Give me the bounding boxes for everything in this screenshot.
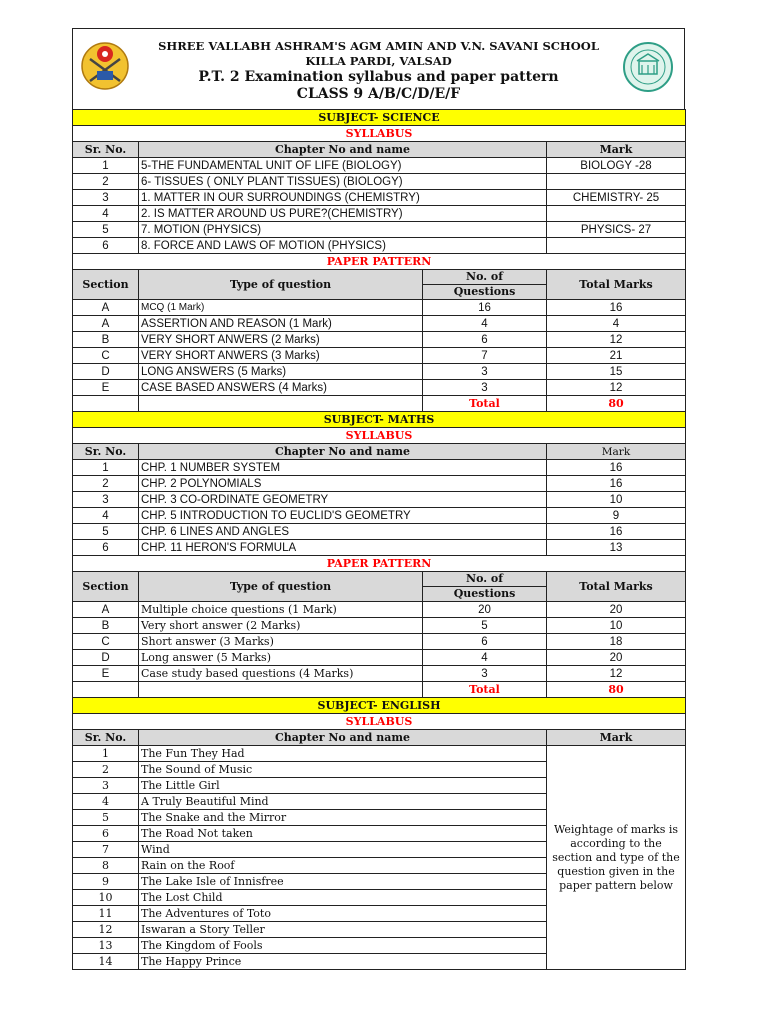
total-row [73,682,686,698]
school-name: SHREE VALLABH ASHRAM'S AGM AMIN AND V.N. SAVANI SCHOOL [158,39,599,53]
section-letter: B [73,618,139,634]
sr-no: 12 [73,922,139,938]
science-syllabus-label: SYLLABUS [73,126,686,142]
table-row [73,332,686,348]
question-count: 3 [423,380,547,396]
total-marks: 20 [547,650,686,666]
maths-subject-banner: SUBJECT- MATHS [73,412,686,428]
sr-no: 5 [73,524,139,540]
table-row [73,174,686,190]
total-marks: 21 [547,348,686,364]
chapter-mark [547,238,686,254]
sr-no-header: Sr. No. [73,730,139,746]
table-row [73,746,686,762]
chapter-name: The Lost Child [139,890,547,906]
table-row [73,492,686,508]
chapter-mark: 16 [547,524,686,540]
questions-header: Questions [423,285,547,300]
sr-no: 1 [73,158,139,174]
total-marks-header: Total Marks [547,270,686,300]
questions-header: Questions [423,587,547,602]
section-letter: E [73,380,139,396]
chapter-name: 6- TISSUES ( ONLY PLANT TISSUES) (BIOLOGY) [139,174,547,190]
table-row [73,524,686,540]
question-type-header: Type of question [139,572,423,602]
chapter-name: CHP. 11 HERON'S FORMULA [139,540,547,556]
section-header: Section [73,270,139,300]
question-type: Short answer (3 Marks) [139,634,423,650]
chapter-name: Iswaran a Story Teller [139,922,547,938]
class-line: CLASS 9 A/B/C/D/E/F [296,86,461,102]
chapter-mark: PHYSICS- 27 [547,222,686,238]
sr-no: 4 [73,206,139,222]
sr-no: 6 [73,540,139,556]
chapter-name: The Fun They Had [139,746,547,762]
sr-no-header: Sr. No. [73,142,139,158]
chapter-name: 1. MATTER IN OUR SURROUNDINGS (CHEMISTRY) [139,190,547,206]
section-letter: A [73,316,139,332]
table-row [73,460,686,476]
chapter-name: The Snake and the Mirror [139,810,547,826]
weightage-note: Weightage of marks is according to the section and type of the question given in the paper pattern below [547,746,686,970]
chapter-mark: 10 [547,492,686,508]
question-count: 4 [423,316,547,332]
chapter-header: Chapter No and name [139,142,547,158]
table-row [73,190,686,206]
section-letter: B [73,332,139,348]
chapter-mark: BIOLOGY -28 [547,158,686,174]
total-value: 80 [547,682,686,698]
question-count: 20 [423,602,547,618]
chapter-name: The Happy Prince [139,954,547,970]
question-type-header: Type of question [139,270,423,300]
chapter-mark: 13 [547,540,686,556]
table-row [73,206,686,222]
total-marks: 15 [547,364,686,380]
total-row [73,396,686,412]
total-value: 80 [547,396,686,412]
section-letter: C [73,634,139,650]
sr-no: 9 [73,874,139,890]
section-letter: D [73,650,139,666]
chapter-header: Chapter No and name [139,730,547,746]
chapter-mark [547,206,686,222]
chapter-name: A Truly Beautiful Mind [139,794,547,810]
total-marks: 18 [547,634,686,650]
sr-no: 7 [73,842,139,858]
sr-no: 11 [73,906,139,922]
chapter-mark: 16 [547,460,686,476]
question-type: VERY SHORT ANWERS (3 Marks) [139,348,423,364]
chapter-mark [547,174,686,190]
question-count: 6 [423,634,547,650]
english-subject-banner: SUBJECT- ENGLISH [73,698,686,714]
table-row [73,666,686,682]
chapter-name: Wind [139,842,547,858]
section-letter: D [73,364,139,380]
table-row [73,222,686,238]
table-row [73,238,686,254]
sr-no: 2 [73,476,139,492]
question-type: Very short answer (2 Marks) [139,618,423,634]
sr-no: 3 [73,492,139,508]
question-count: 3 [423,666,547,682]
sr-no-header: Sr. No. [73,444,139,460]
chapter-name: CHP. 6 LINES AND ANGLES [139,524,547,540]
section-letter: A [73,300,139,316]
chapter-name: CHP. 2 POLYNOMIALS [139,476,547,492]
total-marks: 12 [547,666,686,682]
syllabus-sheet [72,28,685,970]
chapter-name: 2. IS MATTER AROUND US PURE?(CHEMISTRY) [139,206,547,222]
sr-no: 2 [73,762,139,778]
sr-no: 5 [73,222,139,238]
total-marks: 12 [547,380,686,396]
sr-no: 1 [73,746,139,762]
question-type: CASE BASED ANSWERS (4 Marks) [139,380,423,396]
question-count: 3 [423,364,547,380]
table-row [73,300,686,316]
science-pattern-label: PAPER PATTERN [73,254,686,270]
section-header: Section [73,572,139,602]
school-location: KILLA PARDI, VALSAD [305,54,452,68]
table-row [73,364,686,380]
sr-no: 2 [73,174,139,190]
sr-no: 6 [73,826,139,842]
table-row [73,316,686,332]
chapter-name: CHP. 3 CO-ORDINATE GEOMETRY [139,492,547,508]
total-marks-header: Total Marks [547,572,686,602]
board-logo-icon [622,41,674,93]
chapter-mark: 16 [547,476,686,492]
chapter-name: The Kingdom of Fools [139,938,547,954]
chapter-name: The Lake Isle of Innisfree [139,874,547,890]
sr-no: 8 [73,858,139,874]
chapter-name: The Adventures of Toto [139,906,547,922]
total-marks: 16 [547,300,686,316]
chapter-mark: CHEMISTRY- 25 [547,190,686,206]
chapter-name: Rain on the Roof [139,858,547,874]
question-type: Multiple choice questions (1 Mark) [139,602,423,618]
maths-syllabus-label: SYLLABUS [73,428,686,444]
mark-header: Mark [547,444,686,460]
question-count: 6 [423,332,547,348]
total-label: Total [423,682,547,698]
total-marks: 10 [547,618,686,634]
sr-no: 3 [73,778,139,794]
table-row [73,634,686,650]
sr-no: 4 [73,508,139,524]
sr-no: 4 [73,794,139,810]
chapter-mark: 9 [547,508,686,524]
mark-header: Mark [547,142,686,158]
sr-no: 6 [73,238,139,254]
table-row [73,650,686,666]
sr-no: 5 [73,810,139,826]
table-row [73,158,686,174]
chapter-name: 5-THE FUNDAMENTAL UNIT OF LIFE (BIOLOGY) [139,158,547,174]
sr-no: 13 [73,938,139,954]
sr-no: 1 [73,460,139,476]
chapter-name: 8. FORCE AND LAWS OF MOTION (PHYSICS) [139,238,547,254]
school-logo-icon [80,41,130,91]
sr-no: 3 [73,190,139,206]
chapter-header: Chapter No and name [139,444,547,460]
question-type: Case study based questions (4 Marks) [139,666,423,682]
total-label: Total [423,396,547,412]
sr-no: 14 [73,954,139,970]
question-count: 7 [423,348,547,364]
question-type: VERY SHORT ANWERS (2 Marks) [139,332,423,348]
table-row [73,508,686,524]
question-count: 4 [423,650,547,666]
table-row [73,540,686,556]
section-letter: A [73,602,139,618]
table-row [73,348,686,364]
chapter-name: CHP. 5 INTRODUCTION TO EUCLID'S GEOMETRY [139,508,547,524]
question-count: 5 [423,618,547,634]
english-syllabus-label: SYLLABUS [73,714,686,730]
chapter-name: The Little Girl [139,778,547,794]
table-row [73,618,686,634]
mark-header: Mark [547,730,686,746]
total-marks: 4 [547,316,686,332]
table-row [73,380,686,396]
chapter-name: The Road Not taken [139,826,547,842]
question-type: MCQ (1 Mark) [139,300,423,316]
total-marks: 20 [547,602,686,618]
question-type: ASSERTION AND REASON (1 Mark) [139,316,423,332]
document-header [72,28,685,109]
no-of-header: No. of [423,270,547,285]
total-marks: 12 [547,332,686,348]
table-row [73,602,686,618]
section-letter: E [73,666,139,682]
question-type: LONG ANSWERS (5 Marks) [139,364,423,380]
science-subject-banner: SUBJECT- SCIENCE [73,110,686,126]
exam-title: P.T. 2 Examination syllabus and paper pattern [198,69,559,85]
table-row [73,476,686,492]
maths-pattern-label: PAPER PATTERN [73,556,686,572]
syllabus-table [72,109,686,970]
sr-no: 10 [73,890,139,906]
question-type: Long answer (5 Marks) [139,650,423,666]
chapter-name: 7. MOTION (PHYSICS) [139,222,547,238]
section-letter: C [73,348,139,364]
question-count: 16 [423,300,547,316]
no-of-header: No. of [423,572,547,587]
chapter-name: The Sound of Music [139,762,547,778]
chapter-name: CHP. 1 NUMBER SYSTEM [139,460,547,476]
